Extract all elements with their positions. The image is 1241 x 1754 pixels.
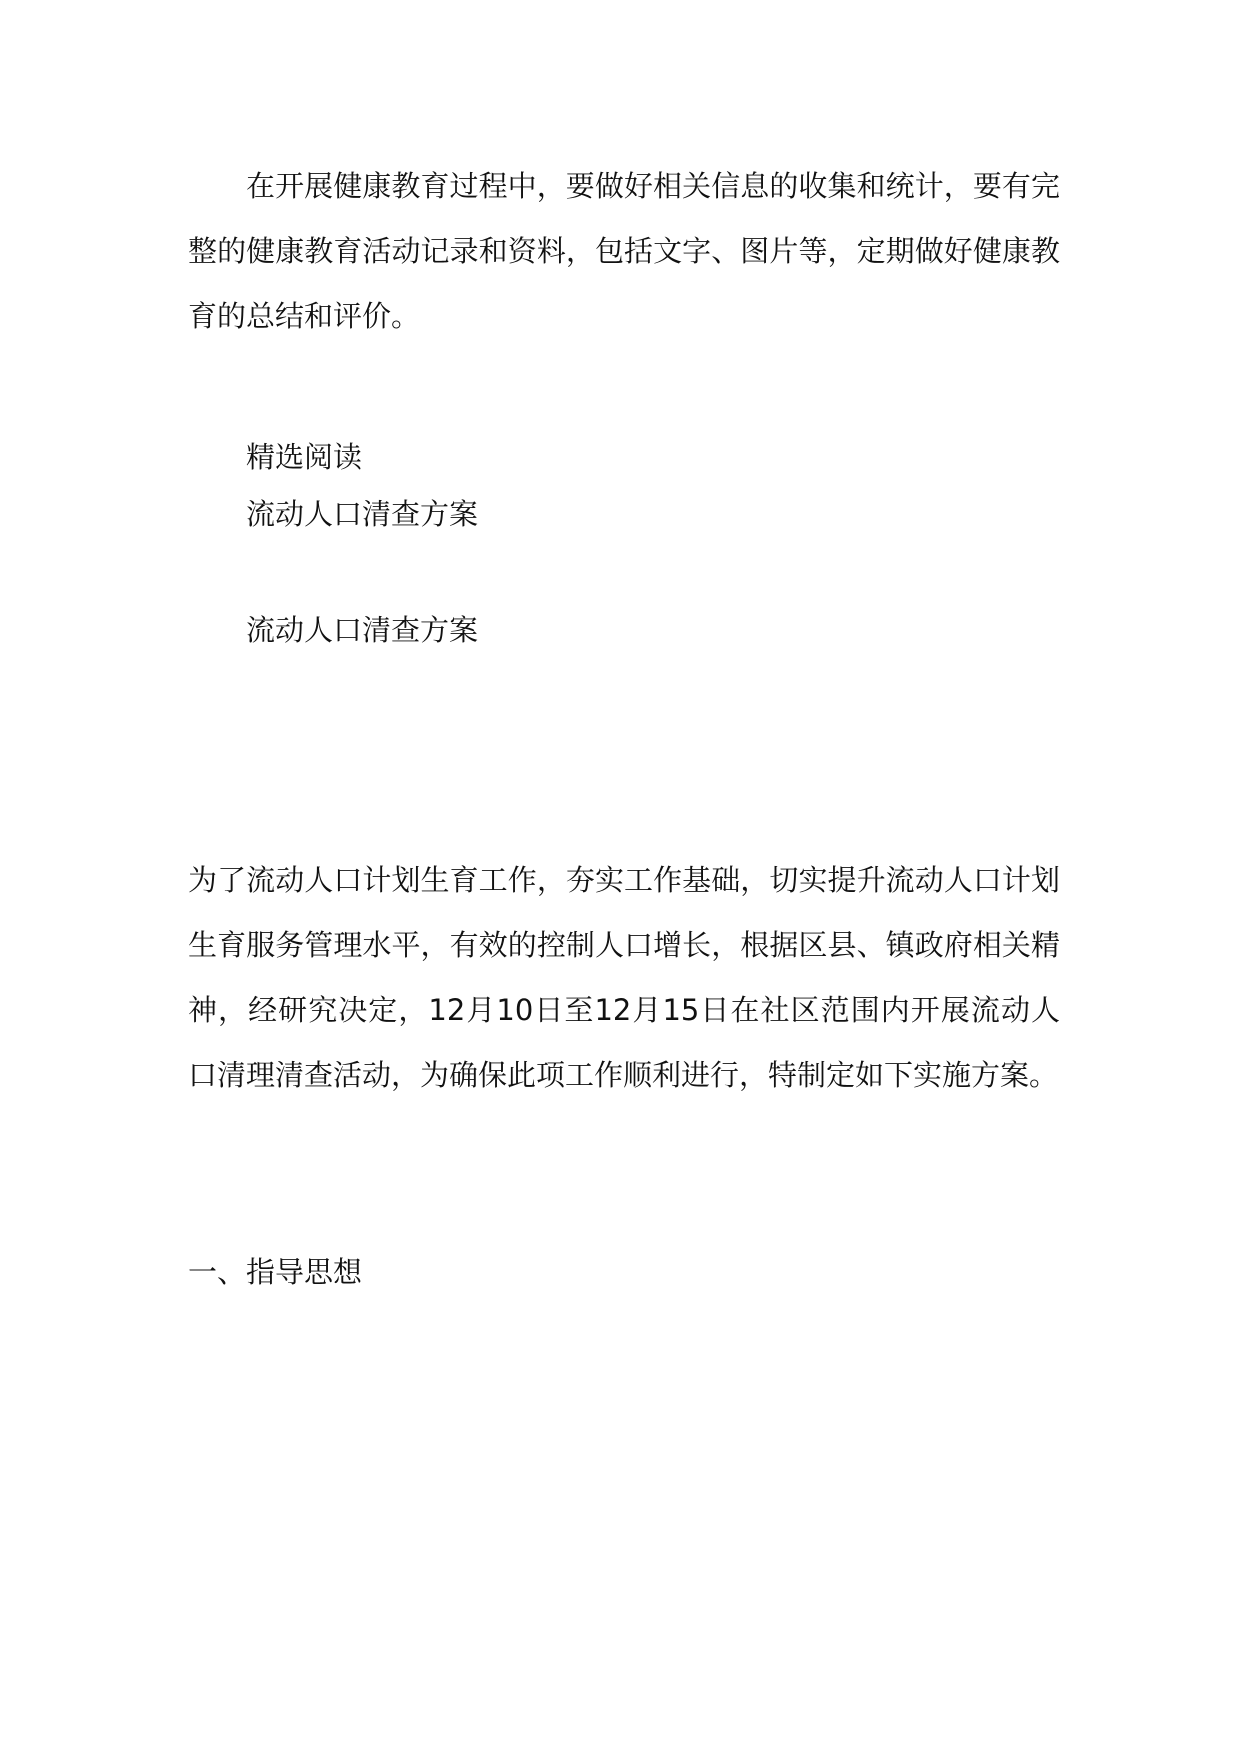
article-subtitle: 流动人口清查方案 [246,613,479,647]
selected-reading-label: 精选阅读 [246,440,363,474]
article-title: 流动人口清查方案 [246,497,479,531]
section-heading: 一、指导思想 [188,1255,363,1289]
plan-intro-paragraph: 为了流动人口计划生育工作，夯实工作基础，切实提升流动人口计划生育服务管理水平，有效的控制人口增长，根据区县、镇政府相关精神，经研究决定，12月10日至12月15日在社区范围内开展流动人口清理清查活动，为确保此项工作顺利进行，特制定如下实施方案。 [188,863,1060,1092]
intro-paragraph: 在开展健康教育过程中，要做好相关信息的收集和统计，要有完整的健康教育活动记录和资料，包括文字、图片等，定期做好健康教育的总结和评价。 [188,169,1060,333]
